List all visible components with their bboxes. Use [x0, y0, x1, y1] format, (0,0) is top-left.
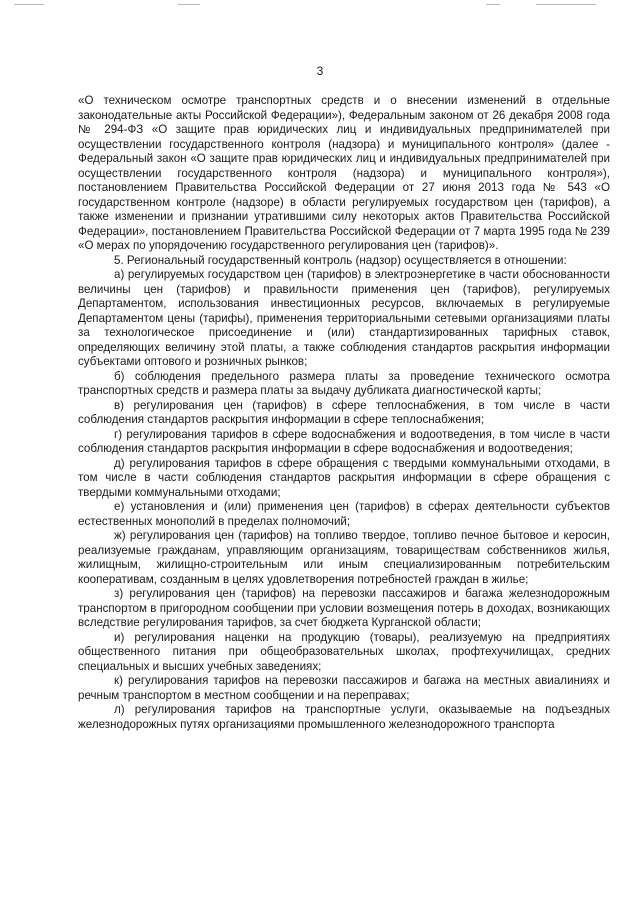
paragraph-item-z: з) регулирования цен (тарифов) на перевозки пассажиров и багажа железнодорожным транспортом в пригородном сообщении при условии возмещения потерь в доходах, возникающих вследствие регулирования тарифов, за счет бюджета Курганской области;: [78, 587, 610, 629]
paragraph-item-a: а) регулируемых государством цен (тарифов) в электроэнергетике в части обоснованности величины цен (тарифов) и правильности применения цен (тарифов), регулируемых Департаментом, использования инвестиционных ресурсов, включаемых в регулируемые Департаментом цены (тарифы), применения территориальными сетевыми организациями платы за технологическое присоединение и (или) стандартизированных тарифных ставок, определяющих величину этой платы, а также соблюдения стандартов раскрытия информации субъектами оптового и розничных рынков;: [78, 268, 610, 368]
page-number: 3: [316, 64, 324, 78]
scan-edge-marks: [0, 4, 640, 8]
paragraph-item-g: г) регулирования тарифов в сфере водоснабжения и водоотведения, в том числе в части соблюдения стандартов раскрытия информации в сфере водоснабжения и водоотведения;: [78, 427, 610, 455]
paragraph-intro: «О техническом осмотре транспортных средств и о внесении изменений в отдельные законодательные акты Российской Федерации»), Федеральным законом от 26 декабря 2008 года № 294-ФЗ «О защите прав юридических лиц и индивидуальных предпринимателей при осуществлении государственного контроля (надзора) и муниципального контроля» (далее - Федеральный закон «О защите прав юридических лиц и индивидуальных предпринимателей при осуществлении государственного контроля (надзора) и муниципального контроля»), постановлением Правительства Российской Федерации от 27 июня 2013 года № 543 «О государственном контроле (надзоре) в области регулируемых государством цен (тарифов), а также изменении и признании утратившими силу некоторых актов Правительства Российской Федерации», постановлением Правительства Российской Федерации от 7 марта 1995 года № 239 «О мерах по упорядочению государственного регулирования цен (тарифов)».: [78, 94, 610, 252]
paragraph-item-v: в) регулирования цен (тарифов) в сфере теплоснабжения, в том числе в части соблюдения стандартов раскрытия информации в сфере теплоснабжения;: [78, 398, 610, 426]
paragraph-item-5: 5. Региональный государственный контроль (надзор) осуществляется в отношении:: [114, 253, 567, 267]
document-body: [78, 94, 610, 732]
paragraph-item-d: д) регулирования тарифов в сфере обращения с твердыми коммунальными отходами, в том числе в части соблюдения стандартов раскрытия информации в сфере обращения с твердыми коммунальными отходами;: [78, 456, 610, 499]
paragraph-item-b: б) соблюдения предельного размера платы за проведение технического осмотра транспортных средств и размера платы за выдачу дубликата диагностической карты;: [78, 369, 610, 397]
paragraph-item-l: л) регулирования тарифов на транспортные услуги, оказываемые на подъездных железнодорожных путях организациями промышленного железнодорожного транспорта: [78, 703, 610, 731]
paragraph-item-i: и) регулирования наценки на продукцию (товары), реализуемую на предприятиях общественного питания при общеобразовательных школах, профтехучилищах, средних специальных и высших учебных заведениях;: [78, 630, 610, 673]
paragraph-item-zh: ж) регулирования цен (тарифов) на топливо твердое, топливо печное бытовое и керосин, реализуемые гражданам, управляющим организациям, товариществам собственников жилья, жилищным, жилищно-строительным или иным специализированным потребительским кооперативам, созданным в целях удовлетворения потребностей граждан в жилье;: [78, 529, 610, 586]
paragraph-item-e: е) установления и (или) применения цен (тарифов) в сферах деятельности субъектов естественных монополий в пределах полномочий;: [78, 500, 610, 528]
paragraph-item-k: к) регулирования тарифов на перевозки пассажиров и багажа на местных авиалиниях и речным транспортом в местном сообщении и на переправах;: [78, 674, 610, 702]
